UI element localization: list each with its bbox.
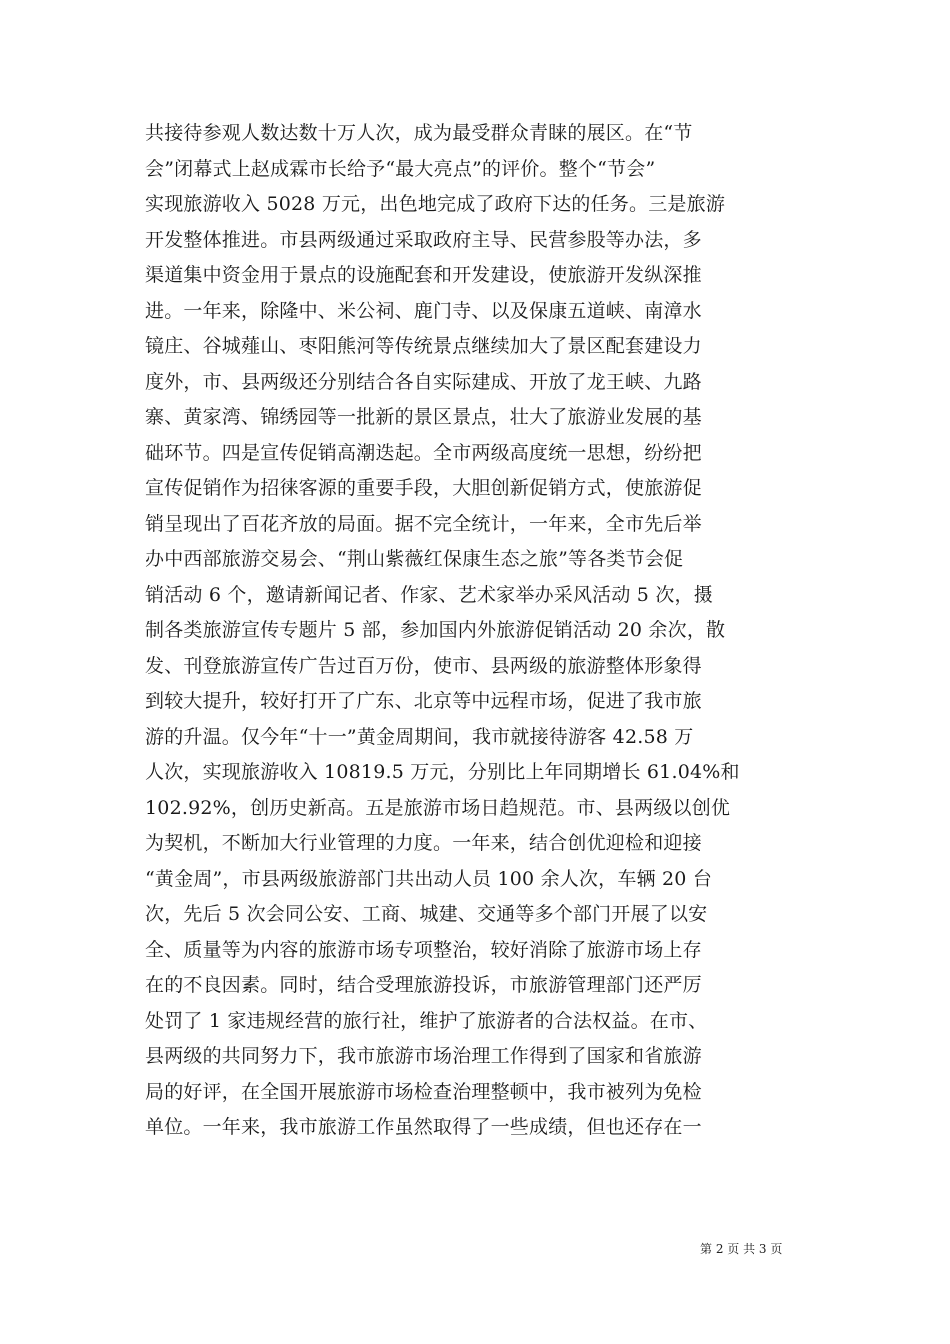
text-line: 制各类旅游宣传专题片 5 部，参加国内外旅游促销活动 20 余次，散 bbox=[145, 619, 726, 641]
text-line: 镜庄、谷城薤山、枣阳熊河等传统景点继续加大了景区配套建设力 bbox=[145, 335, 702, 357]
body-text bbox=[145, 116, 805, 1146]
text-line: 人次，实现旅游收入 10819.5 万元，分别比上年同期增长 61.04%和 bbox=[145, 761, 740, 783]
text-line: 度外，市、县两级还分别结合各自实际建成、开放了龙王峡、九路 bbox=[145, 370, 702, 393]
text-line: 102.92%，创历史新高。五是旅游市场日趋规范。市、县两级以创优 bbox=[145, 796, 731, 819]
page-number-footer: 第 2 页 共 3 页 bbox=[700, 1242, 783, 1256]
text-line: 游的升温。仅今年“十一”黄金周期间，我市就接待游客 42.58 万 bbox=[145, 725, 694, 748]
text-line: “黄金周”，市县两级旅游部门共出动人员 100 余人次，车辆 20 台 bbox=[145, 867, 713, 890]
text-line: 在的不良因素。同时，结合受理旅游投诉，市旅游管理部门还严厉 bbox=[145, 974, 702, 996]
text-line: 全、质量等为内容的旅游市场专项整治，较好消除了旅游市场上存 bbox=[145, 938, 702, 961]
text-line: 实现旅游收入 5028 万元，出色地完成了政府下达的任务。三是旅游 bbox=[145, 193, 726, 215]
text-line: 会”闭幕式上赵成霖市长给予“最大亮点”的评价。整个“节会” bbox=[145, 157, 656, 180]
text-line: 处罚了 1 家违规经营的旅行社，维护了旅游者的合法权益。在市、 bbox=[145, 1009, 708, 1032]
text-line: 办中西部旅游交易会、“荆山紫薇红保康生态之旅”等各类节会促 bbox=[145, 548, 684, 570]
text-line: 进。一年来，除隆中、米公祠、鹿门寺、以及保康五道峡、南漳水 bbox=[145, 299, 702, 322]
text-line: 销活动 6 个，邀请新闻记者、作家、艺术家举办采风活动 5 次，摄 bbox=[145, 583, 713, 606]
text-line: 共接待参观人数达数十万人次，成为最受群众青睐的展区。在“节 bbox=[145, 122, 693, 144]
text-line: 单位。一年来，我市旅游工作虽然取得了一些成绩，但也还存在一 bbox=[145, 1116, 702, 1138]
text-line: 为契机，不断加大行业管理的力度。一年来，结合创优迎检和迎接 bbox=[145, 832, 702, 854]
text-line: 础环节。四是宣传促销高潮迭起。全市两级高度统一思想，纷纷把 bbox=[145, 441, 702, 464]
text-line: 发、刊登旅游宣传广告过百万份，使市、县两级的旅游整体形象得 bbox=[145, 654, 702, 677]
text-line: 县两级的共同努力下，我市旅游市场治理工作得到了国家和省旅游 bbox=[145, 1045, 702, 1067]
text-line: 宣传促销作为招徕客源的重要手段，大胆创新促销方式，使旅游促 bbox=[145, 477, 702, 499]
text-line: 渠道集中资金用于景点的设施配套和开发建设，使旅游开发纵深推 bbox=[145, 264, 702, 286]
text-line: 寨、黄家湾、锦绣园等一批新的景区景点，壮大了旅游业发展的基 bbox=[145, 406, 702, 428]
text-line: 次，先后 5 次会同公安、工商、城建、交通等多个部门开展了以安 bbox=[145, 903, 708, 925]
text-line: 局的好评，在全国开展旅游市场检查治理整顿中，我市被列为免检 bbox=[145, 1080, 702, 1103]
text-line: 到较大提升，较好打开了广东、北京等中远程市场，促进了我市旅 bbox=[145, 690, 702, 712]
text-line: 开发整体推进。市县两级通过采取政府主导、民营参股等办法，多 bbox=[145, 228, 702, 251]
text-line: 销呈现出了百花齐放的局面。据不完全统计，一年来，全市先后举 bbox=[145, 512, 702, 535]
